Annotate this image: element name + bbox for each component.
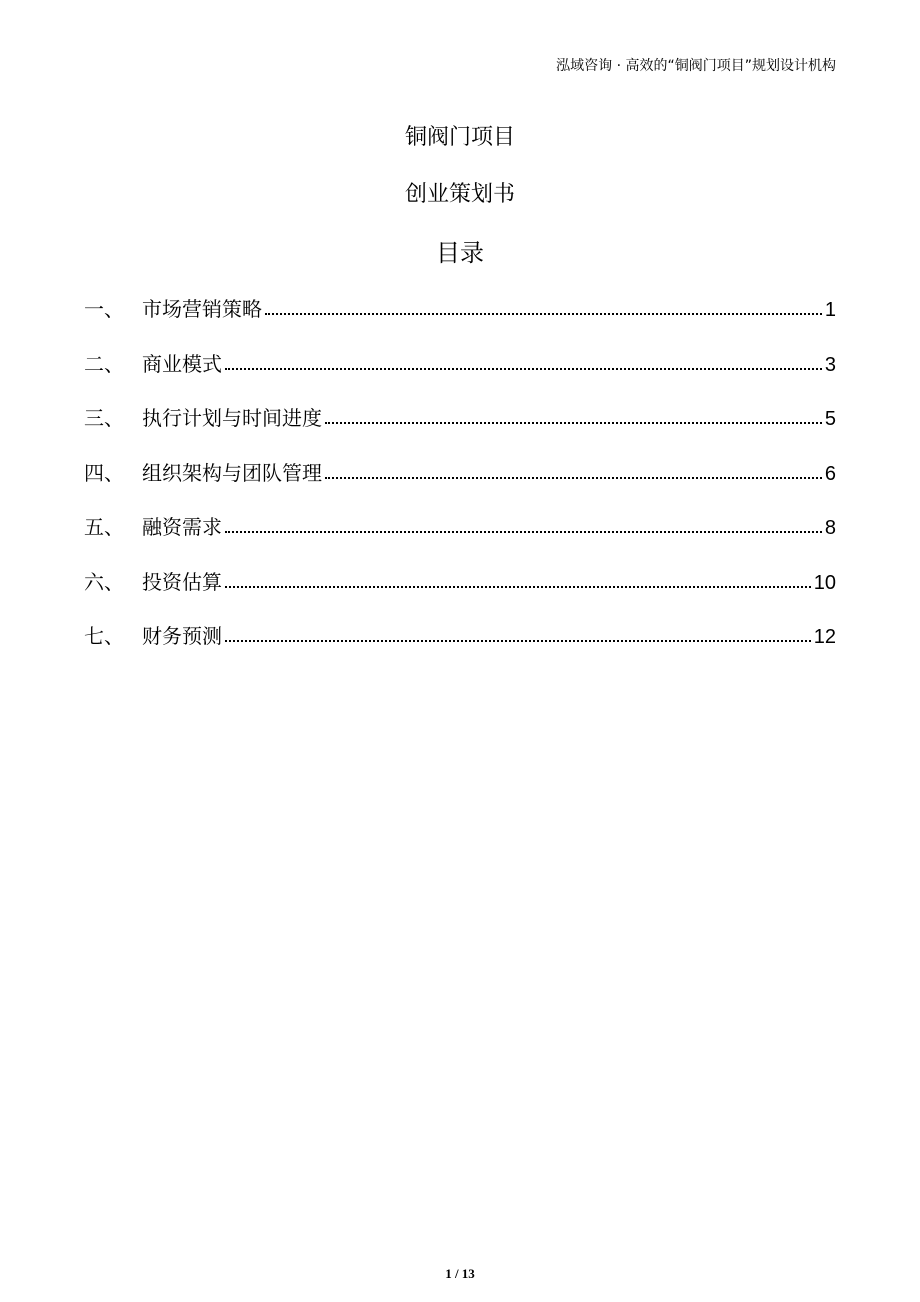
toc-dot-leader — [225, 531, 822, 533]
toc-entry-title[interactable]: 融资需求 — [142, 515, 222, 539]
toc-dot-leader — [325, 422, 822, 424]
toc-heading: 目录 — [436, 239, 484, 267]
toc-dot-leader — [225, 640, 811, 642]
header-rule — [84, 83, 836, 84]
toc-entry-number: 一、 — [84, 297, 124, 321]
page-number-footer: 1 / 13 — [445, 1266, 475, 1281]
toc-entry[interactable] — [84, 512, 836, 542]
toc-entry-title[interactable]: 财务预测 — [142, 624, 222, 648]
toc-entry[interactable] — [84, 567, 836, 597]
toc-entry-title[interactable]: 商业模式 — [142, 351, 222, 376]
document-type-title: 创业策划书 — [404, 182, 515, 207]
toc-entry-page[interactable]: 10 — [813, 571, 836, 594]
toc-entry-page[interactable]: 6 — [824, 462, 836, 485]
toc-dot-leader — [225, 368, 822, 370]
page-header: 泓域咨询 · 高效的“铜阀门项目”规划设计机构 — [556, 58, 836, 74]
toc-entry-number: 五、 — [84, 515, 124, 539]
toc-dot-leader — [325, 477, 822, 479]
toc-entry-page[interactable]: 12 — [813, 626, 836, 648]
toc-entry-page[interactable]: 8 — [824, 517, 836, 539]
toc-entry-number: 六、 — [84, 569, 124, 594]
toc-entry-title[interactable]: 组织架构与团队管理 — [142, 460, 322, 485]
toc-entry-title[interactable]: 执行计划与时间进度 — [142, 406, 322, 430]
project-title: 铜阀门项目 — [404, 125, 515, 150]
toc-dot-leader — [225, 586, 811, 588]
toc-entry[interactable] — [84, 621, 836, 651]
toc-entry-number: 七、 — [84, 624, 124, 648]
toc-entry[interactable] — [84, 403, 836, 433]
toc-entry-page[interactable]: 5 — [824, 408, 836, 430]
table-of-contents — [84, 294, 836, 676]
toc-entry-page[interactable]: 3 — [824, 353, 836, 376]
toc-entry[interactable] — [84, 458, 836, 488]
toc-entry[interactable] — [84, 349, 836, 379]
toc-entry-title[interactable]: 投资估算 — [142, 569, 222, 594]
toc-entry-page[interactable]: 1 — [824, 299, 836, 321]
toc-entry[interactable] — [84, 294, 836, 324]
toc-entry-number: 二、 — [84, 351, 124, 376]
toc-dot-leader — [265, 313, 822, 315]
toc-entry-title[interactable]: 市场营销策略 — [142, 297, 262, 321]
toc-entry-number: 四、 — [84, 460, 124, 485]
toc-entry-number: 三、 — [84, 406, 124, 430]
